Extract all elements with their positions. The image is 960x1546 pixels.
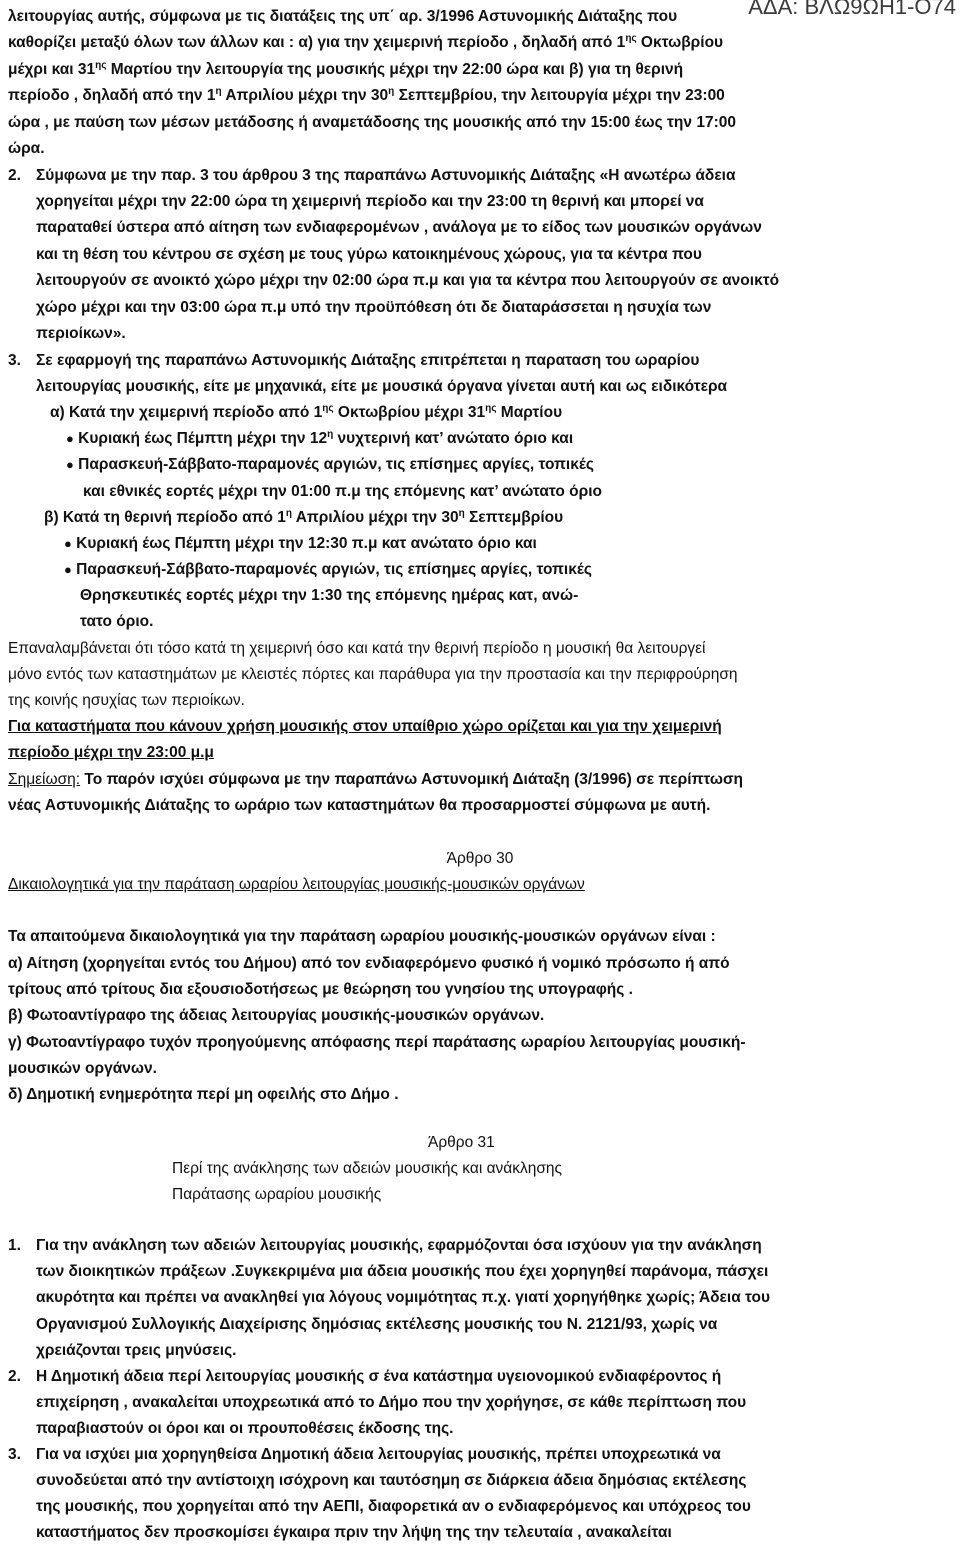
article-31-p1-line-1: Για την ανάκληση των αδειών λειτουργίας μουσικής, εφαρμόζονται όσα ισχύουν για την ανάκληση <box>36 1237 762 1254</box>
repeat-line-3: της κοινής ησυχίας των περιοίκων. <box>8 692 245 709</box>
article-30-title: Άρθρο 30 <box>446 850 514 867</box>
ada-code: ΑΔΑ: ΒΛΩ9ΩΗ1-Ο74 <box>748 0 956 19</box>
item-2-number: 2. <box>8 167 21 184</box>
intro-line-4: περίοδο , δηλαδή από την $1^\eta$ Απριλίου μέχρι την $30^\eta$ Σεπτεμβρίου, την λειτουργία μέχρι την 23:00 <box>8 86 725 104</box>
item-2-line-4: και τη θέση του κέντρου σε σχέση με τους γύρω κατοικημένους χώρους, για τα κέντρα που <box>36 246 702 263</box>
winter-item-2-cont: και εθνικές εορτές μέχρι την 01:00 π.μ της επόμενης κατ’ ανώτατο όριο <box>83 483 603 500</box>
intro-line-5: ώρα , με παύση των μέσων μετάδοσης ή αναμετάδοσης της μουσικής από την 15:00 έως την 17:00 <box>8 114 736 131</box>
bullet-icon: ● <box>64 562 72 577</box>
article-31-p1-number: 1. <box>8 1237 21 1254</box>
article-30-c-line-2: μουσικών οργάνων. <box>8 1060 157 1077</box>
note-label: Σημείωση: <box>8 771 81 788</box>
article-31-p3-line-2: συνοδεύεται από την αντίστοιχη ισόχρονη και ταυτόσημη σε διάρκεια άδεια δημόσιας εκτέλεσης <box>36 1472 747 1489</box>
article-31-title: Άρθρο 31 <box>428 1134 495 1151</box>
repeat-line-2: μόνο εντός των καταστημάτων με κλειστές πόρτες και παράθυρα για την προστασία και την περιφρούρηση <box>8 666 738 683</box>
article-30-b: β) Φωτοαντίγραφο της άδειας λειτουργίας μουσικής-μουσικών οργάνων. <box>8 1007 545 1024</box>
outdoor-line-1: Για καταστήματα που κάνουν χρήση μουσικής στον υπαίθριο χώρο ορίζεται και για την χειμερινή <box>8 718 722 735</box>
article-30-c-line-1: γ) Φωτοαντίγραφο τυχόν προηγούμενης απόφασης περί παράτασης ωραρίου λειτουργίας μουσική- <box>8 1034 746 1051</box>
summer-item-2: ● Παρασκευή-Σάββατο-παραμονές αργιών, τις επίσημες αργίες, τοπικές <box>64 561 592 578</box>
article-31-p1-line-3: ακυρότητα και πρέπει να ανακληθεί για λόγους νομιμότητας π.χ. γιατί χορηγήθηκε χωρίς; Άδεια του <box>36 1289 771 1306</box>
item-2-line-7: περιοίκων». <box>36 325 126 342</box>
article-31-p1-line-2: των διοικητικών πράξεων .Συγκεκριμένα μια άδεια μουσικής που έχει χορηγηθεί παράνομα, πάσχει <box>36 1263 769 1280</box>
item-3-line-2: λειτουργίας μουσικής, είτε με μηχανικά, είτε με μουσικά όργανα γίνεται αυτή και ως ειδικότερα <box>36 378 728 395</box>
article-31-p2-line-1: Η Δημοτική άδεια περί λειτουργίας μουσικής σ ένα κατάστημα υγειονομικού ενδιαφέροντος ή <box>36 1368 722 1385</box>
bullet-icon: ● <box>66 431 74 446</box>
article-31-subtitle-1: Περί της ανάκλησης των αδειών μουσικής και ανάκλησης <box>172 1160 563 1177</box>
article-31-p3-line-1: Για να ισχύει μια χορηγηθείσα Δημοτική άδεια λειτουργίας μουσικής, πρέπει υποχρεωτικά να <box>36 1446 721 1463</box>
intro-line-6: ώρα. <box>8 140 45 157</box>
article-30-d: δ) Δημοτική ενημερότητα περί μη οφειλής στο Δήμο . <box>8 1086 399 1103</box>
summer-item-1: ● Κυριακή έως Πέμπτη μέχρι την 12:30 π.μ κατ ανώτατο όριο και <box>64 535 537 552</box>
outdoor-line-2: περίοδο μέχρι την 23:00 μ.μ <box>8 744 214 761</box>
item-2-line-3: παραταθεί ύστερα από αίτηση των ενδιαφερομένων , ανάλογα με το είδος των μουσικών οργάνων <box>36 219 762 236</box>
winter-item-1: ● Κυριακή έως Πέμπτη μέχρι την $12^\eta$ νυχτερινή κατ’ ανώτατο όριο και <box>66 429 574 447</box>
item-2-line-1: Σύμφωνα με την παρ. 3 του άρθρου 3 της παραπάνω Αστυνομικής Διάταξης «Η ανωτέρω άδεια <box>36 167 736 184</box>
summer-item-2-end: τατο όριο. <box>80 613 154 630</box>
article-31-p2-line-2: επιχείρηση , ανακαλείται υποχρεωτικά από το Δήμο που την χορήγησε, σε κάθε περίπτωση που <box>36 1394 747 1411</box>
winter-period-heading: α) Κατά την χειμερινή περίοδο από $1^{\eta\varsigma}$ Οκτωβρίου μέχρι $31^{\eta\varsigma}$ Μαρτίου <box>50 403 563 421</box>
note-line-2: νέας Αστυνομικής Διάταξης το ωράριο των καταστημάτων θα προσαρμοστεί σύμφωνα με αυτή. <box>8 797 711 814</box>
article-30-a-line-2: τρίτους από τρίτους δια εξουσιοδοτήσεως με θεώρηση του γνησίου της υπογραφής . <box>8 981 633 998</box>
article-31-p3-line-3: της μουσικής, που χορηγείται από την ΑΕΠΙ, διαφορετικά αν ο ενδιαφερόμενος και υπόχρεος του <box>36 1498 751 1515</box>
repeat-line-1: Επαναλαμβάνεται ότι τόσο κατά τη χειμερινή όσο και κατά την θερινή περίοδο η μουσική θα λειτουργεί <box>8 640 706 657</box>
intro-line-2: καθορίζει μεταξύ όλων των άλλων και : α) για την χειμερινή περίοδο , δηλαδή από $1^{\eta\varsigma}$ Οκτωβρίου <box>8 33 724 51</box>
note-line-1: Σημείωση: Το παρόν ισχύει σύμφωνα με την παραπάνω Αστυνομική Διάταξη (3/1996) σε περίπτωση <box>8 771 744 788</box>
item-3-number: 3. <box>8 352 21 369</box>
article-31-p3-number: 3. <box>8 1446 21 1463</box>
item-2-line-5: λειτουργούν σε ανοικτό χώρο μέχρι την 02:00 ώρα π.μ και για τα κέντρα που λειτουργούν σε ανοικτό <box>36 272 780 289</box>
item-2-line-6: χώρο μέχρι και την 03:00 ώρα π.μ υπό την προϋπόθεση ότι δε διαταράσσεται η ησυχία των <box>36 299 712 316</box>
article-31-p2-line-3: παραβιαστούν οι όροι και οι προυποθέσεις έκδοσης της. <box>36 1420 454 1437</box>
summer-period-heading: β) Κατά τη θερινή περίοδο από $1^\eta$ Απριλίου μέχρι την $30^\eta$ Σεπτεμβρίου <box>44 508 564 526</box>
winter-item-2: ● Παρασκευή-Σάββατο-παραμονές αργιών, τις επίσημες αργίες, τοπικές <box>66 456 594 473</box>
article-30-subtitle: Δικαιολογητικά για την παράταση ωραρίου λειτουργίας μουσικής-μουσικών οργάνων <box>8 876 585 893</box>
article-31-p1-line-5: χρειάζονται τρεις μηνύσεις. <box>36 1342 237 1359</box>
article-30-intro: Τα απαιτούμενα δικαιολογητικά για την παράταση ωραρίου μουσικής-μουσικών οργάνων είναι : <box>8 928 716 945</box>
bullet-icon: ● <box>66 457 74 472</box>
article-31-p1-line-4: Οργανισμού Συλλογικής Διαχείρισης δημόσιας εκτέλεσης μουσικής του Ν. 2121/93, χωρίς να <box>36 1316 718 1333</box>
bullet-icon: ● <box>64 536 72 551</box>
item-2-line-2: χορηγείται μέχρι την 22:00 ώρα τη χειμερινή περίοδο και την 23:00 τη θερινή και μπορεί να <box>36 193 704 210</box>
item-3-line-1: Σε εφαρμογή της παραπάνω Αστυνομικής Διάταξης επιτρέπεται η παραταση του ωραρίου <box>36 352 700 369</box>
intro-line-3: μέχρι και $31^{\eta\varsigma}$ Μαρτίου την λειτουργία της μουσικής μέχρι την 22:00 ώρα και β) για τη θερινή <box>8 60 684 78</box>
summer-item-2-cont: Θρησκευτικές εορτές μέχρι την 1:30 της επόμενης ημέρας κατ, ανώ- <box>80 587 579 604</box>
article-31-p3-line-4: καταστήματος δεν προσκομίσει έγκαιρα πριν την λήψη της την τελευταία , ανακαλείται <box>36 1524 672 1541</box>
article-30-a-line-1: α) Αίτηση (χορηγείται εντός του Δήμου) από τον ενδιαφερόμενο φυσικό ή νομικό πρόσωπο ή από <box>8 955 730 972</box>
article-31-subtitle-2: Παράτασης ωραρίου μουσικής <box>172 1186 382 1203</box>
intro-line-1: λειτουργίας αυτής, σύμφωνα με τις διατάξεις της υπ΄ αρ. 3/1996 Αστυνομικής Διάταξης που <box>8 8 678 25</box>
article-31-p2-number: 2. <box>8 1368 21 1385</box>
